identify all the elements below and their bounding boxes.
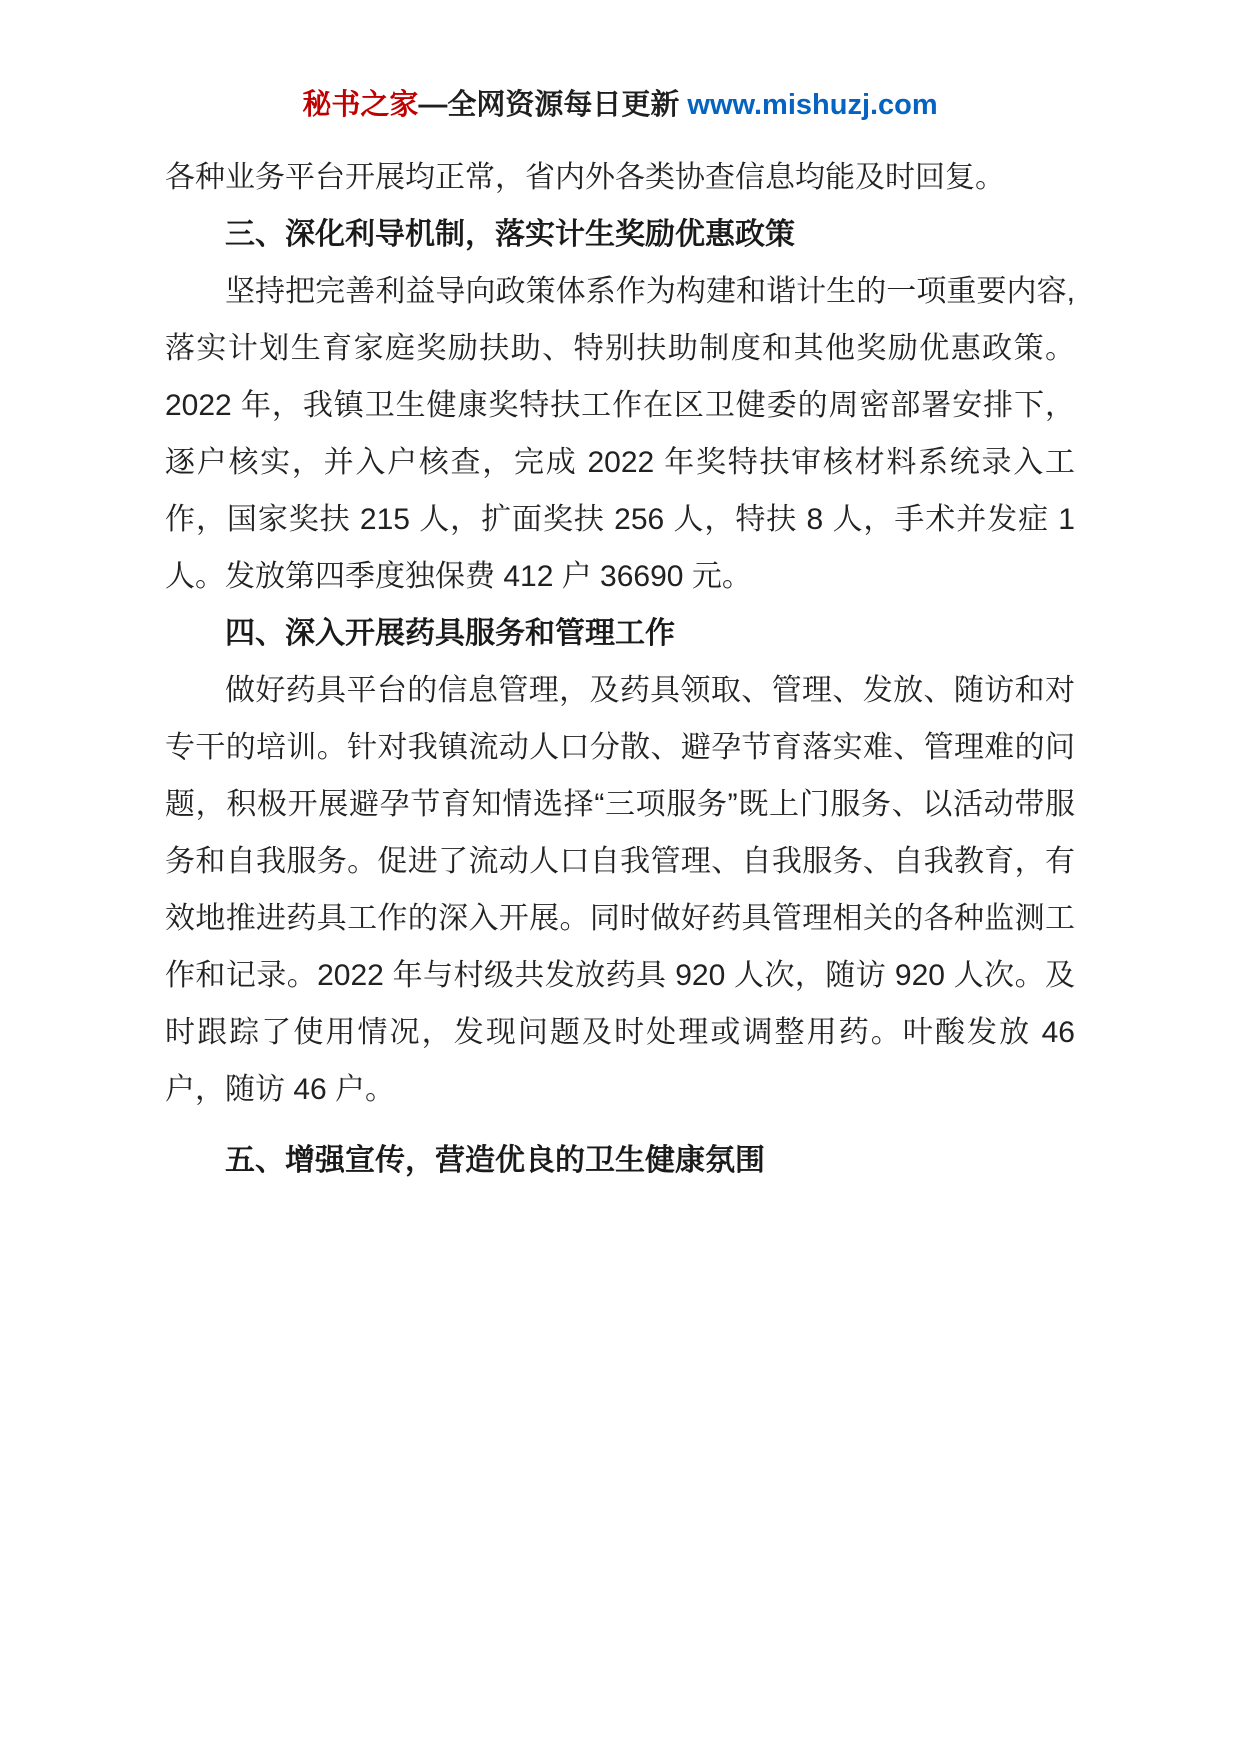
- document-body: [165, 149, 1075, 1189]
- paragraph: 做好药具平台的信息管理，及药具领取、管理、发放、随访和对专干的培训。针对我镇流动人口分散、避孕节育落实难、管理难的问题，积极开展避孕节育知情选择“三项服务”既上门服务、以活动带服务和自我服务。促进了流动人口自我管理、自我服务、自我教育，有效地推进药具工作的深入开展。同时做好药具管理相关的各种监测工作和记录。2022 年与村级共发放药具 920 人次，随访 920 人次。及时跟踪了使用情况，发现问题及时处理或调整用药。叶酸发放 46 户，随访 46 户。: [165, 674, 1075, 1106]
- section-heading: 三、深化利导机制，落实计生奖励优惠政策: [225, 218, 795, 251]
- header-tagline: —全网资源每日更新: [418, 89, 688, 121]
- paragraph: 坚持把完善利益导向政策体系作为构建和谐计生的一项重要内容,落实计划生育家庭奖励扶助、特别扶助制度和其他奖励优惠政策。2022 年，我镇卫生健康奖特扶工作在区卫健委的周密部署安排下，逐户核实，并入户核查，完成 2022 年奖特扶审核材料系统录入工作，国家奖扶 215 人，扩面奖扶 256 人，特扶 8 人，手术并发症 1 人。发放第四季度独保费 412 户 36690 元。: [165, 275, 1075, 593]
- paragraph: 各种业务平台开展均正常，省内外各类协查信息均能及时回复。: [165, 161, 1005, 194]
- site-name: 秘书之家: [302, 89, 419, 121]
- section-heading: 四、深入开展药具服务和管理工作: [225, 617, 675, 650]
- section-heading: 五、增强宣传，营造优良的卫生健康氛围: [225, 1144, 765, 1177]
- document-header: [165, 82, 1075, 123]
- site-url-link[interactable]: www.mishuzj.com: [687, 89, 938, 121]
